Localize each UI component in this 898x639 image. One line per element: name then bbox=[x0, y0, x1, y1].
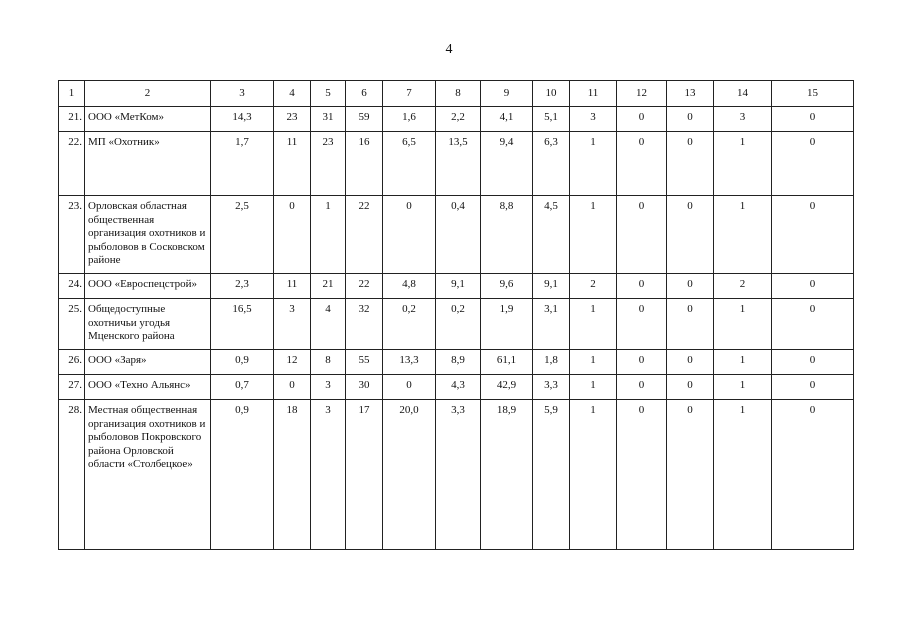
table-cell: 0 bbox=[772, 274, 854, 299]
table-cell: 9,1 bbox=[436, 274, 481, 299]
table-cell: 0,4 bbox=[436, 196, 481, 274]
table-cell: 0,2 bbox=[383, 299, 436, 350]
table-row bbox=[59, 375, 854, 400]
table-cell: 0 bbox=[667, 375, 714, 400]
table-cell: 3,3 bbox=[533, 375, 570, 400]
table-cell: 1 bbox=[570, 132, 617, 196]
row-number: 24. bbox=[59, 274, 85, 299]
table-cell: 1 bbox=[714, 196, 772, 274]
table-cell: 0 bbox=[667, 299, 714, 350]
table-cell: 3 bbox=[311, 400, 346, 550]
table-cell: 55 bbox=[346, 350, 383, 375]
row-number: 25. bbox=[59, 299, 85, 350]
header-cell: 12 bbox=[617, 81, 667, 107]
header-cell: 7 bbox=[383, 81, 436, 107]
table-cell: 3 bbox=[274, 299, 311, 350]
table-cell: 1 bbox=[311, 196, 346, 274]
table-cell: 42,9 bbox=[481, 375, 533, 400]
table-cell: 18,9 bbox=[481, 400, 533, 550]
table-cell: 1 bbox=[714, 375, 772, 400]
table-cell: 1,9 bbox=[481, 299, 533, 350]
table-cell: 1,6 bbox=[383, 107, 436, 132]
table-cell: 0 bbox=[274, 196, 311, 274]
table-cell: 22 bbox=[346, 274, 383, 299]
table-cell: 0 bbox=[274, 375, 311, 400]
table-cell: 11 bbox=[274, 274, 311, 299]
table-cell: 21 bbox=[311, 274, 346, 299]
table-cell: 3,1 bbox=[533, 299, 570, 350]
table-cell: 1,7 bbox=[211, 132, 274, 196]
table-cell: 32 bbox=[346, 299, 383, 350]
table-cell: 9,4 bbox=[481, 132, 533, 196]
table-cell: 8,8 bbox=[481, 196, 533, 274]
table-cell: 5,1 bbox=[533, 107, 570, 132]
table-cell: 23 bbox=[274, 107, 311, 132]
table-cell: 1 bbox=[570, 400, 617, 550]
organization-name: Орловская областная общественная организация охотников и рыболовов в Сосковском районе bbox=[85, 196, 211, 274]
table-cell: 1 bbox=[570, 350, 617, 375]
table-cell: 0 bbox=[772, 196, 854, 274]
table-cell: 31 bbox=[311, 107, 346, 132]
table-cell: 0 bbox=[667, 107, 714, 132]
row-number: 23. bbox=[59, 196, 85, 274]
table-cell: 4,3 bbox=[436, 375, 481, 400]
table-cell: 4,8 bbox=[383, 274, 436, 299]
table-cell: 0 bbox=[617, 132, 667, 196]
header-cell: 4 bbox=[274, 81, 311, 107]
table-row bbox=[59, 274, 854, 299]
table-cell: 0 bbox=[667, 196, 714, 274]
row-number: 21. bbox=[59, 107, 85, 132]
organization-name: ООО «Заря» bbox=[85, 350, 211, 375]
organization-name: Общедоступные охотничьи угодья Мценского района bbox=[85, 299, 211, 350]
table-cell: 8,9 bbox=[436, 350, 481, 375]
table-cell: 0 bbox=[772, 299, 854, 350]
table-cell: 18 bbox=[274, 400, 311, 550]
table-cell: 4,1 bbox=[481, 107, 533, 132]
row-number: 26. bbox=[59, 350, 85, 375]
header-cell: 2 bbox=[85, 81, 211, 107]
table-cell: 5,9 bbox=[533, 400, 570, 550]
table-cell: 1 bbox=[570, 196, 617, 274]
table-cell: 0 bbox=[617, 350, 667, 375]
table-cell: 61,1 bbox=[481, 350, 533, 375]
table-cell: 22 bbox=[346, 196, 383, 274]
organization-name: ООО «Евроспецстрой» bbox=[85, 274, 211, 299]
table-cell: 17 bbox=[346, 400, 383, 550]
header-cell: 10 bbox=[533, 81, 570, 107]
organization-name: МП «Охотник» bbox=[85, 132, 211, 196]
table-cell: 3,3 bbox=[436, 400, 481, 550]
header-row bbox=[59, 81, 854, 107]
table-cell: 2,2 bbox=[436, 107, 481, 132]
table-cell: 0 bbox=[772, 132, 854, 196]
table-cell: 6,5 bbox=[383, 132, 436, 196]
table-cell: 0 bbox=[667, 132, 714, 196]
table-cell: 3 bbox=[714, 107, 772, 132]
header-cell: 5 bbox=[311, 81, 346, 107]
table-cell: 2 bbox=[714, 274, 772, 299]
table-cell: 0 bbox=[667, 274, 714, 299]
table-cell: 12 bbox=[274, 350, 311, 375]
table-cell: 3 bbox=[311, 375, 346, 400]
table-cell: 4,5 bbox=[533, 196, 570, 274]
table-cell: 0 bbox=[772, 350, 854, 375]
organization-name: ООО «Техно Альянс» bbox=[85, 375, 211, 400]
table-cell: 9,1 bbox=[533, 274, 570, 299]
table-cell: 16,5 bbox=[211, 299, 274, 350]
table-cell: 0 bbox=[617, 107, 667, 132]
header-cell: 3 bbox=[211, 81, 274, 107]
table-cell: 0,7 bbox=[211, 375, 274, 400]
table-cell: 4 bbox=[311, 299, 346, 350]
header-cell: 1 bbox=[59, 81, 85, 107]
table-cell: 0 bbox=[772, 400, 854, 550]
data-table bbox=[58, 80, 854, 550]
table-cell: 59 bbox=[346, 107, 383, 132]
table-row bbox=[59, 299, 854, 350]
organization-name: Местная общественная организация охотников и рыболовов Покровского района Орловской области «Столбецкое» bbox=[85, 400, 211, 550]
table-cell: 2 bbox=[570, 274, 617, 299]
table-row bbox=[59, 196, 854, 274]
table-cell: 0 bbox=[667, 350, 714, 375]
table-cell: 0,9 bbox=[211, 350, 274, 375]
table-row bbox=[59, 132, 854, 196]
table-cell: 13,3 bbox=[383, 350, 436, 375]
table-cell: 3 bbox=[570, 107, 617, 132]
table-cell: 9,6 bbox=[481, 274, 533, 299]
table-cell: 1 bbox=[570, 375, 617, 400]
header-cell: 14 bbox=[714, 81, 772, 107]
row-number: 27. bbox=[59, 375, 85, 400]
table-row bbox=[59, 107, 854, 132]
table-row bbox=[59, 350, 854, 375]
table-cell: 1,8 bbox=[533, 350, 570, 375]
table-cell: 6,3 bbox=[533, 132, 570, 196]
header-cell: 11 bbox=[570, 81, 617, 107]
table-cell: 16 bbox=[346, 132, 383, 196]
table-cell: 2,5 bbox=[211, 196, 274, 274]
table-cell: 20,0 bbox=[383, 400, 436, 550]
table-cell: 1 bbox=[714, 400, 772, 550]
table-cell: 0 bbox=[617, 274, 667, 299]
table-cell: 0 bbox=[772, 375, 854, 400]
row-number: 28. bbox=[59, 400, 85, 550]
header-cell: 9 bbox=[481, 81, 533, 107]
table-cell: 30 bbox=[346, 375, 383, 400]
table-cell: 0,2 bbox=[436, 299, 481, 350]
table-cell: 1 bbox=[570, 299, 617, 350]
header-cell: 13 bbox=[667, 81, 714, 107]
table-cell: 0 bbox=[617, 375, 667, 400]
table-cell: 8 bbox=[311, 350, 346, 375]
table-cell: 0 bbox=[667, 400, 714, 550]
table-cell: 2,3 bbox=[211, 274, 274, 299]
table-cell: 0 bbox=[383, 375, 436, 400]
page-number: 4 bbox=[445, 42, 453, 57]
organization-name: ООО «МетКом» bbox=[85, 107, 211, 132]
table-cell: 23 bbox=[311, 132, 346, 196]
table-cell: 11 bbox=[274, 132, 311, 196]
table-cell: 13,5 bbox=[436, 132, 481, 196]
table-cell: 1 bbox=[714, 350, 772, 375]
table-row bbox=[59, 400, 854, 550]
table-cell: 14,3 bbox=[211, 107, 274, 132]
table-cell: 0 bbox=[383, 196, 436, 274]
header-cell: 6 bbox=[346, 81, 383, 107]
table-cell: 0 bbox=[617, 196, 667, 274]
header-cell: 8 bbox=[436, 81, 481, 107]
table-cell: 0,9 bbox=[211, 400, 274, 550]
header-cell: 15 bbox=[772, 81, 854, 107]
row-number: 22. bbox=[59, 132, 85, 196]
table-cell: 1 bbox=[714, 299, 772, 350]
table-cell: 0 bbox=[772, 107, 854, 132]
table-cell: 0 bbox=[617, 400, 667, 550]
table-cell: 1 bbox=[714, 132, 772, 196]
table-cell: 0 bbox=[617, 299, 667, 350]
